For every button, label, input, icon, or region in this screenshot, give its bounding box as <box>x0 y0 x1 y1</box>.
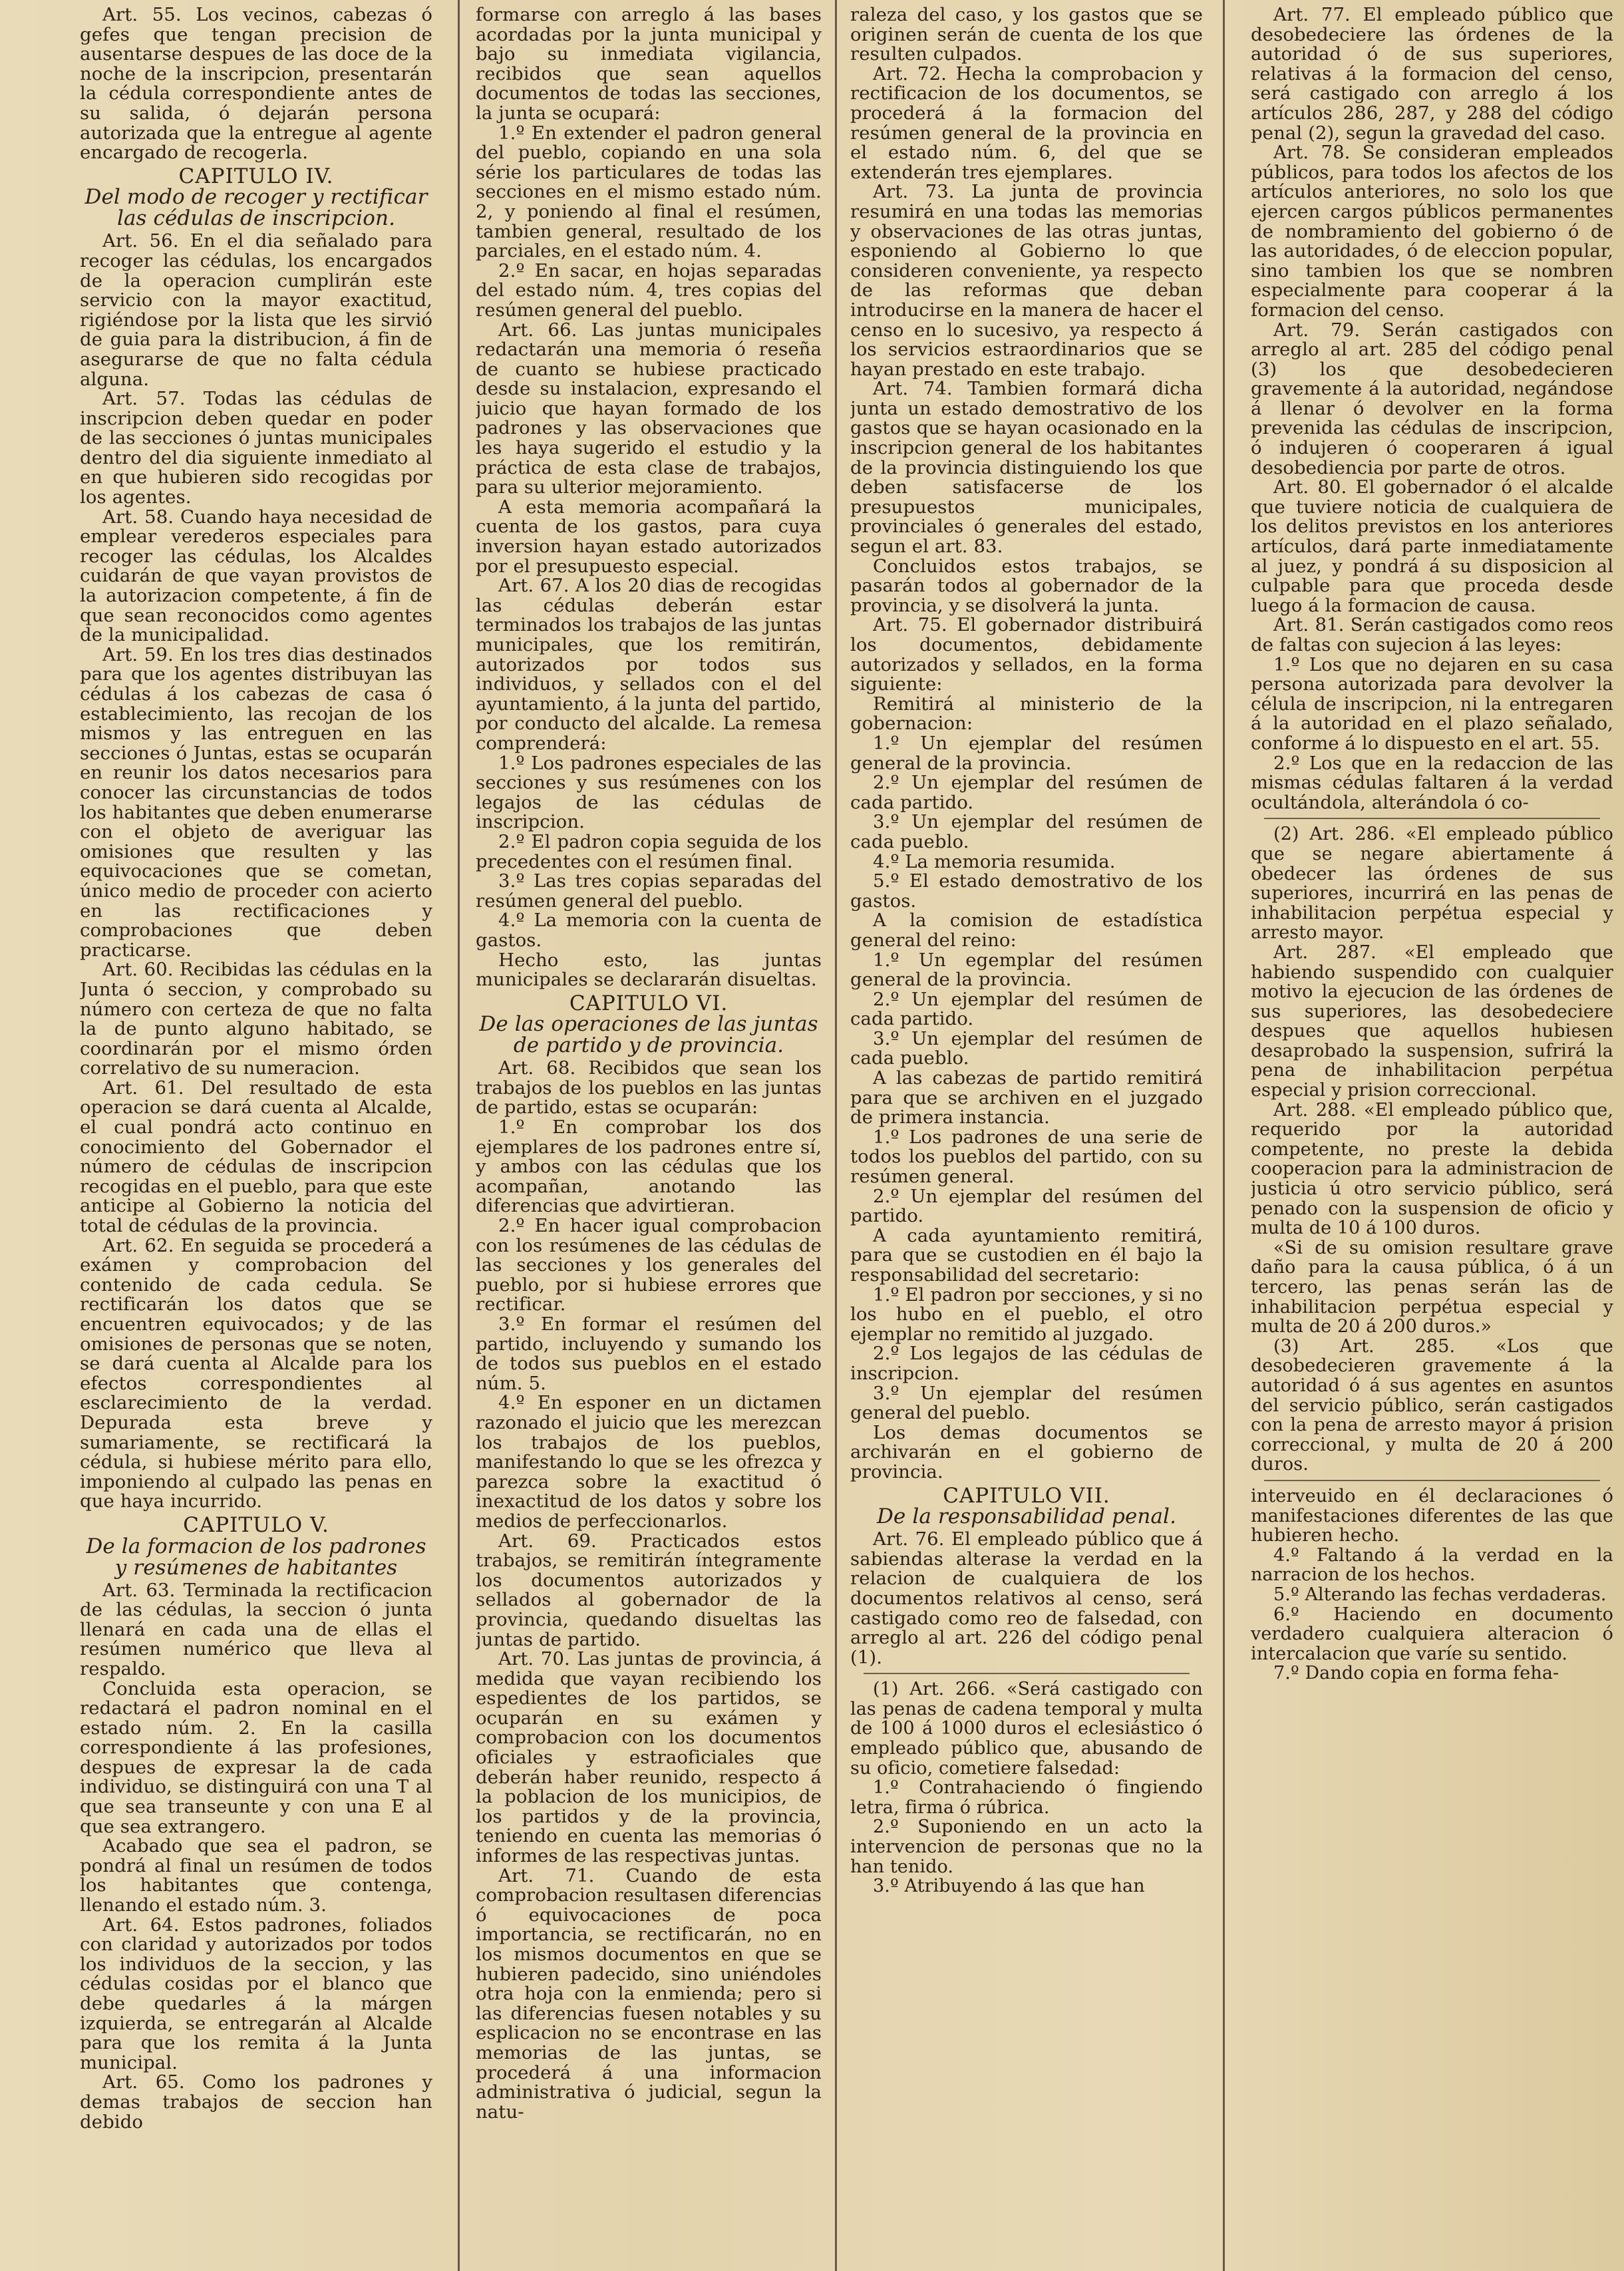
footnote: (1) Art. 266. «Será castigado con las penas de cadena temporal y multa de 100 á 1000 duros el eclesiástico ó empleado público que, abusando de su oficio, cometiere falsedad: <box>850 1679 1203 1779</box>
footnote-continuation: interveuido en él declaraciones ó manifestaciones diferentes de las que hubieren hecho. <box>1251 1485 1613 1546</box>
text-column-4 <box>1251 5 1613 2268</box>
footnote: Art. 287. «El empleado que habiendo suspendido con cualquier motivo la ejecucion de las órdenes de sus superiores, las desobedeciere despues que aquellos hubiesen desaprobado la suspension, sufrirá la pena de inhabilitacion perpétua especial y prision correccional. <box>1251 942 1613 1101</box>
article-74: Art. 74. Tambien formará dicha junta un estado demostrativo de los gastos que se hayan ocasionado en la inscripcion general de los habitantes de la provincia distinguiendo los que deben satisfacerse de los presupuestos municipales, provinciales ó generales del estado, segun el art. 83. <box>850 378 1203 558</box>
article-67: Art. 67. A los 20 dias de recogidas las cédulas deberán estar terminados los trabajos de las juntas municipales, que los remitirán, autorizados por todos sus individuos, y sellados con el del ayuntamiento, á la junta del partido, por conducto del alcalde. La remesa comprenderá: <box>476 575 822 754</box>
list-item: 4.º La memoria con la cuenta de gastos. <box>476 910 822 951</box>
article-66: Art. 66. Las juntas municipales redactarán una memoria ó reseña de cuanto se hubiese practicado desde su instalacion, expresando el juicio que hayan formado de los padrones y las observaciones que les haya sugerido el estudio y la práctica de esta clase de trabajos, para su ulterior mejoramiento. <box>476 319 822 498</box>
article-80: Art. 80. El gobernador ó el alcalde que tuviere noticia de cualquiera de los delitos previstos en los anteriores artículos, dará parte inmediatamente al juez, y pondrá á su disposicion al culpable para que proceda desde luego á la formacion de causa. <box>1251 476 1613 616</box>
article-61: Art. 61. Del resultado de esta operacion se dará cuenta al Alcalde, el cual pondrá acto continuo en conocimiento del Gobernador el número de cédulas de inscripcion recogidas en el pueblo, para que este anticipe al Gobierno la noticia del total de cédulas de la provincia. <box>80 1077 432 1237</box>
list-item: 2.º Un ejemplar del resúmen de cada partido. <box>850 772 1203 813</box>
article-69: Art. 69. Practicados estos trabajos, se remitirán íntegramente los documentos autorizados y sellados al gobernador de la provincia, quedando disueltas las juntas de partido. <box>476 1530 822 1650</box>
article-56: Art. 56. En el dia señalado para recoger las cédulas, los encargados de la operacion cumplirán este servicio con la mayor exactitud, rigiéndose por la lista que les sirvió de guia para la distribucion, á fin de asegurarse de que no falta cédula alguna. <box>80 230 432 390</box>
text-column-1 <box>80 5 432 2268</box>
paragraph: Hecho esto, las juntas municipales se declararán disueltas. <box>476 949 822 991</box>
article-76: Art. 76. El empleado público que á sabiendas alterase la verdad en la relacion de cualquiera de los documentos relativos al censo, será castigado como reo de falsedad, con arreglo al art. 226 del código penal (1). <box>850 1528 1203 1668</box>
chapter-heading: CAPITULO V. <box>183 1512 329 1537</box>
list-item: 1.º Los que no dejaren en su casa persona autorizada para devolver la célula de inscripcion, ni la entregaren á la autoridad en el plazo señalado, conforme á lo dispuesto en el art. 55. <box>1251 653 1613 754</box>
list-item: 1.º El padron por secciones, y si no los hubo en el pueblo, el otro ejemplar no remitido al juzgado. <box>850 1284 1203 1345</box>
article-79: Art. 79. Serán castigados con arreglo al art. 285 del código penal (3) los que desobedecieren gravemente á la autoridad, negándose á llenar ó devolver en la forma prevenida las cédulas de inscripcion, ó indujeren ó cooperaren á igual desobediencia por parte de otros. <box>1251 319 1613 478</box>
paragraph: formarse con arreglo á las bases acordadas por la junta municipal y bajo su inmediata vigilancia, recibidos que sean aquellos documentos de todas las secciones, la junta se ocupará: <box>476 5 822 124</box>
list-item: 3.º Un ejemplar del resúmen general del pueblo. <box>850 1382 1203 1424</box>
article-62: Art. 62. En seguida se procederá a exámen y comprobacion del contenido de cada cedula. Se rectificarán los datos que se encuentren equivocados; y de las omisiones de personas que se noten, se dará cuenta al Alcalde para los efectos correspondientes al esclarecimiento de la verdad. Depurada esta breve y sumariamente, se rectificará la cédula, si hubiese mérito para ello, imponiendo al culpado las penas en que haya incurrido. <box>80 1234 432 1512</box>
footnote-item: 7.º Dando copia en forma feha- <box>1273 1663 1559 1684</box>
text-column-3 <box>850 5 1203 2268</box>
article-68: Art. 68. Recibidos que sean los trabajos de los pueblos en las juntas de partido, estas se ocuparán: <box>476 1057 822 1119</box>
footnote-divider <box>1264 818 1600 819</box>
column-rule <box>1223 0 1225 2271</box>
paragraph: Los demas documentos se archivarán en el gobierno de provincia. <box>850 1421 1203 1483</box>
footnote: (2) Art. 286. «El empleado público que se negare abiertamente á obedecer las órdenes de sus superiores, incurrirá en las penas de inhabilitacion perpétua especial y arresto mayor. <box>1251 824 1613 944</box>
list-item: 2.º En sacar, en hojas separadas del estado núm. 4, tres copias del resúmen general del pueblo. <box>476 260 822 321</box>
article-75: Art. 75. El gobernador distribuirá los documentos, debidamente autorizados y sellados, en la forma siguiente: <box>850 614 1203 695</box>
list-item: 1.º Un ejemplar del resúmen general de la provincia. <box>850 732 1203 774</box>
paragraph: A esta memoria acompañará la cuenta de los gastos, para cuya inversion hayan estado autorizados por el presupuesto especial. <box>476 496 822 577</box>
paragraph: A la comision de estadística general del reino: <box>850 910 1203 951</box>
text-column-2 <box>476 5 822 2268</box>
article-77: Art. 77. El empleado público que desobedeciere las órdenes de la autoridad ó de sus superiores, relativas á la formacion del censo, será castigado con arreglo á los artículos 286, 287, y 288 del código penal (2), segun la gravedad del caso. <box>1251 5 1613 144</box>
footnote-item: 3.º Atribuyendo á las que han <box>873 1876 1145 1897</box>
article-71: Art. 71. Cuando de esta comprobacion resultasen diferencias ó equivocaciones de poca importancia, se rectificarán, no en los mismos documentos en que se hubieren padecido, sino uniéndoles otra hoja con la enmienda; pero si las diferencias fuesen notables y su esplicacion no se encontrase en las memorias de las juntas, se procederá á una informacion administrativa ó judicial, segun la natu- <box>476 1864 822 2123</box>
list-item: 2.º Un ejemplar del resúmen de cada partido. <box>850 988 1203 1030</box>
footnote-item: 2.º Suponiendo en un acto la intervencion de personas que no la han tenido. <box>850 1817 1203 1877</box>
footnote-item: 1.º Contrahaciendo ó fingiendo letra, firma ó rúbrica. <box>850 1777 1203 1818</box>
article-81: Art. 81. Serán castigados como reos de faltas con sujecion á las leyes: <box>1251 614 1613 655</box>
footnote-item: 4.º Faltando á la verdad en la narracion de los hechos. <box>1251 1544 1613 1586</box>
chapter-heading: CAPITULO VI. <box>569 991 729 1015</box>
chapter-heading: CAPITULO VII. <box>943 1483 1110 1508</box>
list-item: 3.º Las tres copias separadas del resúmen general del pueblo. <box>476 870 822 912</box>
list-item: 1.º Los padrones especiales de las secciones y sus resúmenes con los legajos de las cédulas de inscripcion. <box>476 752 822 833</box>
list-item: 2.º Los que en la redaccion de las mismas cédulas faltaren á la verdad ocultándola, alterándola ó co- <box>1251 752 1613 813</box>
article-73: Art. 73. La junta de provincia resumirá en una todas las memorias y observaciones de las otras juntas, esponiendo al Gobierno lo que consideren conveniente, ya respecto de las reformas que deban introducirse en la manera de hacer el censo en lo sucesivo, ya respecto á los servicios estraordinarios que se hayan prestado en este trabajo. <box>850 181 1203 380</box>
list-item: 2.º En hacer igual comprobacion con los resúmenes de las cédulas de las secciones y los generales del pueblo, por si hubiese errores que rectificar. <box>476 1215 822 1315</box>
list-item: 4.º En esponer en un dictamen razonado el juicio que les merezcan los trabajos de los pueblos, manifestando lo que se les ofrezca y parezca sobre la exactitud ó inexactitud de los datos y sobre los medios de perfeccionarlos. <box>476 1392 822 1532</box>
list-item: 1.º Los padrones de una serie de todos los pueblos del partido, con su resúmen general. <box>850 1126 1203 1188</box>
article-55: Art. 55. Los vecinos, cabezas ó gefes que tengan precision de ausentarse despues de las doce de la noche de la inscripcion, presentarán la cédula correspondiente antes de su salida, ó dejarán persona autorizada que la entregue al agente encargado de recogerla. <box>80 5 432 164</box>
list-item: 1.º Un egemplar del resúmen general de la provincia. <box>850 949 1203 991</box>
article-58: Art. 58. Cuando haya necesidad de emplear verederos especiales para recoger las cédulas, los Alcaldes cuidarán de que vayan provistos de la autorizacion competente, á fin de que sean reconocidos como agentes de la municipalidad. <box>80 506 432 646</box>
list-item: 2.º El padron copia seguida de los precedentes con el resúmen final. <box>476 830 822 872</box>
chapter-subtitle: De las operaciones de las juntas de partido y de provincia. <box>479 1012 818 1058</box>
paragraph: Acabado que sea el padron, se pondrá al final un resúmen de todos los habitantes que contenga, llenando el estado núm. 3. <box>80 1835 432 1916</box>
list-item: 3.º En formar el resúmen del partido, incluyendo y sumando los de todos sus pueblos en el estado núm. 5. <box>476 1313 822 1394</box>
column-rule <box>835 0 837 2271</box>
list-item: 5.º El estado demostrativo de los gastos. <box>850 870 1203 912</box>
paragraph: A cada ayuntamiento remitirá, para que se custodien en él bajo la responsabilidad del secretario: <box>850 1224 1203 1286</box>
paragraph: Remitirá al ministerio de la gobernacion: <box>850 693 1203 735</box>
article-70: Art. 70. Las juntas de provincia, á medida que vayan recibiendo los espedientes de los partidos, se ocuparán en su exámen y comprobacion con los documentos oficiales y estraoficiales que deberán haber reunido, respecto á la poblacion de los municipios, de los partidos y de la provincia, teniendo en cuenta las memorias ó informes de las respectivas juntas. <box>476 1648 822 1867</box>
list-item: 1.º En comprobar los dos ejemplares de los padrones entre sí, y ambos con las cédulas que los acompañan, anotando las diferencias que advirtieran. <box>476 1117 822 1217</box>
article-63: Art. 63. Terminada la rectificacion de las cédulas, la seccion ó junta llenará en cada una de ellas el resúmen numérico que lleva al respaldo. <box>80 1579 432 1679</box>
paragraph: Concluida esta operacion, se redactará el padron nominal en el estado núm. 2. En la casilla correspondiente á las profesiones, despues de expresar la de cada individuo, se distinguirá con una T al que sea transeunte y con una E al que sea extrangero. <box>80 1677 432 1837</box>
paragraph: A las cabezas de partido remitirá para que se archiven en el juzgado de primera instancia. <box>850 1067 1203 1129</box>
list-item: 4.º La memoria resumida. <box>873 850 1116 872</box>
column-rule <box>458 0 460 2271</box>
article-57: Art. 57. Todas las cédulas de inscripcion deben quedar en poder de las secciones ó juntas municipales dentro del dia siguiente inmediato al en que hubieren sido recogidas por los agentes. <box>80 388 432 508</box>
article-64: Art. 64. Estos padrones, foliados con claridad y autorizados por todos los individuos de la seccion, y las cédulas cosidas por el blanco que debe quedarles á la márgen izquierda, se entregarán al Alcalde para que los remita á la Junta municipal. <box>80 1914 432 2073</box>
article-59: Art. 59. En los tres dias destinados para que los agentes distribuyan las cédulas á los cabezas de casa ó establecimiento, las recojan de los mismos y las entreguen en las secciones ó Juntas, estas se ocuparán en reunir los datos necesarios para conocer las circunstancias de todos los habitantes que deben enumerarse con el objeto de averiguar las omisiones que resulten y las equivocaciones que se cometan, único medio de proceder con acierto en las rectificaciones y comprobaciones que deben practicarse. <box>80 643 432 961</box>
footnote: Art. 288. «El empleado público que, requerido por la autoridad competente, no preste la debida cooperacion para la administracion de justicia ú otro servicio público, será penado con la suspension de oficio y multa de 10 á 100 duros. <box>1251 1099 1613 1239</box>
chapter-subtitle: Del modo de recoger y rectificar las cédulas de inscripcion. <box>84 185 428 231</box>
article-60: Art. 60. Recibidas las cédulas en la Junta ó seccion, y comprobado su número con certeza de que no falta la de punto alguno habitado, se coordinarán por el mismo órden correlativo de su numeracion. <box>80 959 432 1079</box>
list-item: 2.º Un ejemplar del resúmen del partido. <box>850 1185 1203 1227</box>
footnote-item: 5.º Alterando las fechas verdaderas. <box>1273 1584 1607 1605</box>
footnote-divider <box>864 1673 1190 1674</box>
paragraph: Concluidos estos trabajos, se pasarán todos al gobernador de la provincia, y se disolverá la junta. <box>850 555 1203 616</box>
list-item: 2.º Los legajos de las cédulas de inscripcion. <box>850 1343 1203 1384</box>
chapter-subtitle: De la formacion de los padrones y resúmenes de habitantes <box>86 1534 426 1580</box>
footnote: «Si de su omision resultare grave daño para la causa pública, ó á un tercero, las penas serán las de inhabilitacion perpétua especial y multa de 20 á 200 duros.» <box>1251 1237 1613 1337</box>
footnote-item: 6.º Haciendo en documento verdadero cualquiera alteracion ó intercalacion que varíe su sentido. <box>1251 1604 1613 1664</box>
footnote-divider <box>1264 1480 1600 1481</box>
list-item: 3.º Un ejemplar del resúmen de cada pueblo. <box>850 1027 1203 1069</box>
footnote: (3) Art. 285. «Los que desobedecieren gravemente á la autoridad ó á sus agentes en asuntos del servicio público, serán castigados con la pena de arresto mayor á prision correccional, y multa de 20 á 200 duros. <box>1251 1335 1613 1475</box>
list-item: 3.º Un ejemplar del resúmen de cada pueblo. <box>850 811 1203 852</box>
chapter-heading: CAPITULO IV. <box>178 164 334 188</box>
chapter-subtitle: De la responsabilidad penal. <box>876 1504 1177 1529</box>
list-item: 1.º En extender el padron general del pueblo, copiando en una sola série los particulares de todas las secciones en el mismo estado núm. 2, y poniendo al final el resúmen, tambien general, resultado de los parciales, en el estado núm. 4. <box>476 122 822 262</box>
article-65: Art. 65. Como los padrones y demas trabajos de seccion han debido <box>80 2071 432 2133</box>
paragraph: raleza del caso, y los gastos que se originen serán de cuenta de los que resulten culpados. <box>850 5 1203 65</box>
article-72: Art. 72. Hecha la comprobacion y rectificacion de los documentos, se procederá á la formacion del resúmen general de la provincia en el estado núm. 6, del que se extenderán tres ejemplares. <box>850 63 1203 183</box>
article-78: Art. 78. Se consideran empleados públicos, para todos los afectos de los artículos anteriores, no solo los que ejercen cargos públicos permanentes de nombramiento del gobierno ó de las autoridades, ó de eleccion popular, sino tambien los que se nombren especialmente para cooperar á la formacion del censo. <box>1251 142 1613 321</box>
